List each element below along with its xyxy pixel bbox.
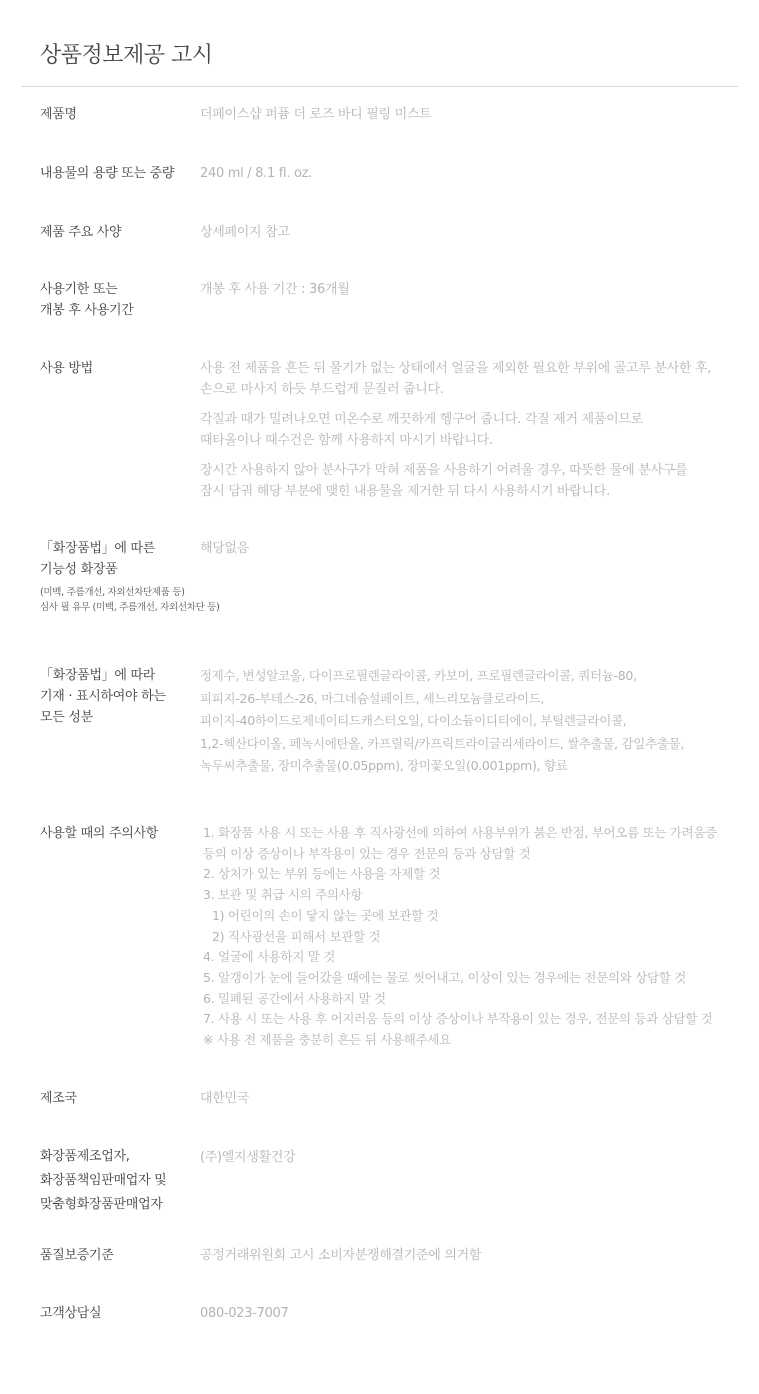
label-manufacturer-line: 화장품책임판매업자 및 bbox=[40, 1173, 167, 1188]
label-functional bbox=[40, 538, 220, 615]
ingredients-line: 피이지-40하이드로제네이티드캐스터오일, 다이소듐이디티에이, 부틸렌글라이콜, bbox=[200, 713, 627, 728]
usage-line: 각질과 때가 밀려나오면 미온수로 깨끗하게 헹구어 줍니다. 각질 제거 제품이므로 bbox=[200, 412, 643, 427]
value-product-name: 더페이스샵 퍼퓸 더 로즈 바디 필링 미스트 bbox=[200, 107, 432, 122]
label-functional-note: (미백, 주름개선, 자외선차단제품 등) bbox=[40, 587, 185, 598]
caution-line: ※ 사용 전 제품을 충분히 흔든 뒤 사용해주세요 bbox=[203, 1032, 451, 1048]
caution-line: 2) 직사광선을 피해서 보관할 것 bbox=[212, 928, 381, 944]
value-usage bbox=[200, 358, 730, 511]
value-customer-service: 080-023-7007 bbox=[200, 1306, 289, 1321]
label-cautions: 사용할 때의 주의사항 bbox=[40, 826, 158, 841]
value-quality: 공정거래위원회 고시 소비자분쟁해결기준에 의거함 bbox=[200, 1248, 482, 1263]
ingredients-line: 녹두씨추출물, 장미추출물(0.05ppm), 장미꽃오일(0.001ppm), 향료 bbox=[200, 758, 568, 773]
caution-line: 6. 밀폐된 공간에서 사용하지 말 것 bbox=[203, 990, 386, 1006]
label-ingredients-line: 모든 성분 bbox=[40, 710, 93, 725]
label-customer-service: 고객상담실 bbox=[40, 1306, 102, 1321]
label-expiry-line: 개봉 후 사용기간 bbox=[40, 303, 134, 318]
caution-line: 1) 어린이의 손이 닿지 않는 곳에 보관할 것 bbox=[212, 907, 439, 923]
label-ingredients-line: 「화장품법」에 따라 bbox=[40, 668, 156, 683]
usage-line: 손으로 마사지 하듯 부드럽게 문질러 줍니다. bbox=[200, 382, 444, 397]
label-product-name: 제품명 bbox=[40, 107, 77, 122]
label-usage: 사용 방법 bbox=[40, 361, 93, 376]
usage-paragraph bbox=[200, 409, 730, 451]
value-manufacturer: (주)엘지생활건강 bbox=[200, 1150, 296, 1165]
caution-line: 등의 이상 증상이나 부작용이 있는 경우 전문의 등과 상담할 것 bbox=[203, 845, 531, 861]
usage-line: 잠시 담궈 해당 부분에 맺힌 내용물을 제거한 뒤 다시 사용하시기 바랍니다. bbox=[200, 484, 610, 499]
label-expiry-line: 사용기한 또는 bbox=[40, 282, 118, 297]
caution-line: 2. 상처가 있는 부위 등에는 사용을 자제할 것 bbox=[203, 866, 441, 882]
value-cautions bbox=[203, 823, 733, 1051]
title-divider bbox=[21, 86, 738, 87]
label-ingredients bbox=[40, 665, 190, 728]
label-expiry bbox=[40, 279, 190, 321]
label-manufacturer-line: 화장품제조업자, bbox=[40, 1149, 130, 1164]
label-ingredients-line: 기재 · 표시하여야 하는 bbox=[40, 689, 166, 704]
usage-paragraph bbox=[200, 460, 730, 502]
ingredients-line: 정제수, 변성알코올, 다이프로필렌글라이콜, 카보머, 프로필렌글라이콜, 쿼터늄-80, bbox=[200, 668, 637, 683]
caution-line: 5. 알갱이가 눈에 들어갔을 때에는 물로 씻어내고, 이상이 있는 경우에는 전문의와 상담할 것 bbox=[203, 969, 686, 985]
caution-line: 1. 화장품 사용 시 또는 사용 후 직사광선에 의하여 사용부위가 붉은 반점, 부어오름 또는 가려움증 bbox=[203, 825, 717, 840]
ingredients-line: 1,2-헥산다이올, 페녹시에탄올, 카프릴릭/카프릭트라이글리세라이드, 쌀추출물, 감잎추출물, bbox=[200, 735, 685, 751]
value-specs: 상세페이지 참고 bbox=[200, 225, 290, 240]
label-manufacturer-line: 맞춤형화장품판매업자 bbox=[40, 1197, 163, 1212]
label-functional-line: 기능성 화장품 bbox=[40, 562, 118, 577]
usage-line: 장시간 사용하지 않아 분사구가 막혀 제품을 사용하기 어려울 경우, 따뜻한 물에 분사구를 bbox=[200, 463, 688, 478]
label-functional-note: 심사 필 유무 (미백, 주름개선, 자외선차단 등) bbox=[40, 602, 220, 613]
usage-paragraph bbox=[200, 358, 730, 400]
label-specs: 제품 주요 사양 bbox=[40, 225, 122, 240]
caution-line: 3. 보관 및 취급 시의 주의사항 bbox=[203, 887, 363, 903]
value-ingredients bbox=[200, 665, 730, 778]
ingredients-line: 피피지-26-부테스-26, 마그네슘설페이트, 세느리모늄클로라이드, bbox=[200, 690, 545, 706]
usage-line: 때타올이나 때수건은 함께 사용하지 마시기 바랍니다. bbox=[200, 433, 493, 448]
page-title: 상품정보제공 고시 bbox=[40, 43, 213, 68]
value-expiry: 개봉 후 사용 기간 : 36개월 bbox=[200, 282, 350, 297]
value-volume: 240 ml / 8.1 fl. oz. bbox=[200, 166, 313, 181]
label-manufacturer bbox=[40, 1145, 190, 1217]
usage-line: 사용 전 제품을 흔든 뒤 물기가 없는 상태에서 얼굴을 제외한 필요한 부위에 골고루 분사한 후, bbox=[200, 361, 712, 376]
label-volume: 내용물의 용량 또는 중량 bbox=[40, 166, 175, 181]
value-functional: 해당없음 bbox=[200, 541, 250, 556]
label-quality: 품질보증기준 bbox=[40, 1248, 114, 1263]
label-functional-line: 「화장품법」에 따른 bbox=[40, 541, 156, 556]
label-country: 제조국 bbox=[40, 1091, 77, 1106]
value-country: 대한민국 bbox=[200, 1091, 250, 1106]
caution-line: 7. 사용 시 또는 사용 후 어지러움 등의 이상 증상이나 부작용이 있는 경우, 전문의 등과 상담할 것 bbox=[203, 1011, 713, 1027]
caution-line: 4. 얼굴에 사용하지 말 것 bbox=[203, 949, 335, 965]
